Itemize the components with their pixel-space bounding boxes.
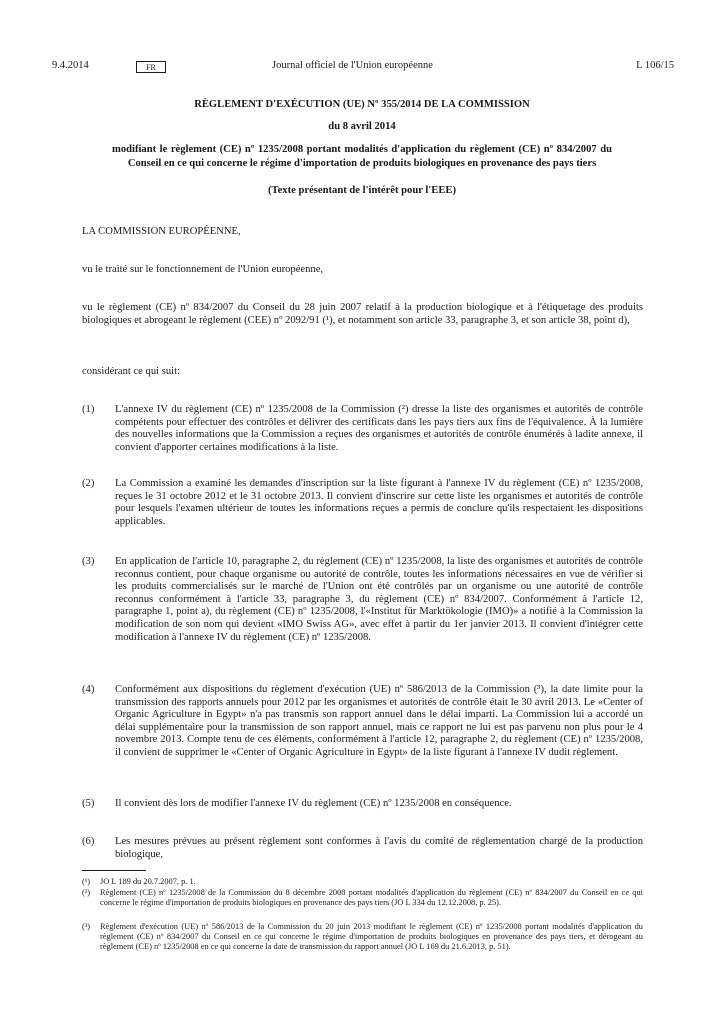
recital-number: (4): [82, 684, 95, 695]
footnote-item: [82, 922, 643, 952]
publication-date: 9.4.2014: [52, 60, 89, 71]
regulation-subject: modifiant le règlement (CE) nº 1235/2008 portant modalités d'application du règlement (CE) nº 834/2007 du Conseil en ce qui concerne le régime d'importation de produits biologiques en provenance des pays tiers: [112, 144, 612, 169]
recital-item: [82, 556, 643, 644]
recital-item: [82, 684, 643, 760]
footnote-divider: [82, 870, 146, 871]
language-badge: FR: [136, 61, 166, 73]
footnote-text: Règlement (CE) nº 1235/2008 de la Commission du 8 décembre 2008 portant modalités d'application du règlement (CE) nº 834/2007 du Conseil en ce qui concerne le régime d'importation de produits biologiques en provenance des pays tiers (JO L 334 du 12.12.2008, p. 25).: [100, 888, 643, 907]
footnote-number: (³): [82, 922, 91, 931]
recital-item: [82, 404, 643, 454]
recital-text: Conformément aux dispositions du règlement d'exécution (UE) nº 586/2013 de la Commission (³), la date limite pour la transmission des rapports annuels pour 2012 par les organismes et autorités de contrôle était le 30 avril 2013. Le «Center of Organic Agriculture in Egypt» n'a pas transmis son rapport annuel dans le délai imparti. La Commission lui a accordé un délai supplémentaire pour la transmission de son rapport annuel, mais ce rapport ne lui est pas parvenu non plus pour le 4 novembre 2013. Compte tenu de ces éléments, conformément à l'article 12, paragraphe 2, du règlement (CE) nº 1235/2008, il convient de supprimer le «Center of Organic Agriculture in Egypt» de la liste figurant à l'annexe IV dudit règlement.: [115, 684, 643, 758]
institution-line: LA COMMISSION EUROPÉENNE,: [82, 226, 241, 237]
footnote-item: [82, 877, 643, 887]
footnote-number: (²): [82, 888, 91, 897]
recital-item: [82, 478, 643, 528]
recital-text: En application de l'article 10, paragraphe 2, du règlement (CE) nº 1235/2008, la liste des organismes et autorités de contrôle reconnus contient, pour chaque organisme ou autorité de contrôle, toutes les informations nécessaires en vue de vérifier si les produits commercialisés sur le marché de l'Union ont été contrôlés par un organisme ou une autorité de contrôle reconnus conformément à l'article 33, paragraphe 3, du règlement (CE) nº 834/2007. Conformément à l'article 12, paragraphe 1, point a), du règlement (CE) nº 1235/2008, l'«Institut für Marktökologie (IMO)» a notifié à la Commission la modification de son nom qui devient «IMO Swiss AG», avec effet à partir du 1er janvier 2013. Il convient d'intégrer cette modification à l'annexe IV du règlement (CE) nº 1235/2008.: [115, 556, 643, 643]
considering-line: considérant ce qui suit:: [82, 366, 180, 377]
recital-item: [82, 798, 643, 811]
footnote-text: Règlement d'exécution (UE) nº 586/2013 de la Commission du 20 juin 2013 modifiant le règlement (CE) nº 1235/2008 portant modalités d'application du règlement (CE) nº 834/2007 du Conseil en ce qui concerne le régime d'importation de produits biologiques en provenance des pays tiers, et dérogeant au règlement (CE) nº 1235/2008 en ce qui concerne la date de transmission du rapport annuel (JO L 169 du 21.6.2013, p. 51).: [100, 922, 643, 951]
recital-number: (5): [82, 798, 95, 809]
footnote-text: JO L 189 du 20.7.2007, p. 1.: [100, 877, 196, 886]
recital-number: (3): [82, 556, 95, 567]
recital-text: L'annexe IV du règlement (CE) nº 1235/2008 de la Commission (²) dresse la liste des organismes et autorités de contrôle compétents pour effectuer des contrôles et délivrer des certificats dans les pays tiers aux fins de l'équivalence. À la lumière des nouvelles informations que la Commission a reçues des organismes et autorités de contrôle énumérés à ladite annexe, il convient d'apporter certaines modifications à la liste.: [115, 404, 643, 453]
page-reference: L 106/15: [636, 60, 674, 71]
citation-regulation: vu le règlement (CE) nº 834/2007 du Conseil du 28 juin 2007 relatif à la production biologique et à l'étiquetage des produits biologiques et abrogeant le règlement (CEE) nº 2092/91 (¹), et notamment son article 33, paragraphe 3, et son article 38, point d),: [82, 302, 643, 326]
footnote-item: [82, 888, 643, 908]
recital-text: Il convient dès lors de modifier l'annexe IV du règlement (CE) nº 1235/2008 en conséquence.: [115, 798, 512, 809]
recital-number: (6): [82, 836, 95, 847]
regulation-date: du 8 avril 2014: [328, 120, 396, 132]
eee-relevance: (Texte présentant de l'intérêt pour l'EEE): [267, 185, 457, 197]
footnote-number: (¹): [82, 877, 91, 886]
recital-text: Les mesures prévues au présent règlement sont conformes à l'avis du comité de réglementation chargé de la production biologique,: [115, 836, 643, 860]
recital-text: La Commission a examiné les demandes d'inscription sur la liste figurant à l'annexe IV du règlement (CE) nº 1235/2008, reçues le 31 octobre 2012 et le 31 octobre 2013. Il convient d'inscrire sur cette liste les organismes et autorités de contrôle pour lesquels l'examen ultérieur de toutes les informations reçues a permis de conclure qu'ils respectaient les dispositions applicables.: [115, 478, 643, 527]
title-block: [82, 98, 642, 198]
regulation-title: RÈGLEMENT D'EXÉCUTION (UE) Nº 355/2014 DE LA COMMISSION: [194, 99, 530, 110]
citation-treaty: vu le traité sur le fonctionnement de l'Union européenne,: [82, 264, 324, 275]
recital-number: (2): [82, 478, 95, 489]
page-header: [52, 60, 674, 76]
recital-number: (1): [82, 404, 95, 415]
recital-item: [82, 836, 643, 861]
journal-title: Journal officiel de l'Union européenne: [272, 60, 433, 71]
